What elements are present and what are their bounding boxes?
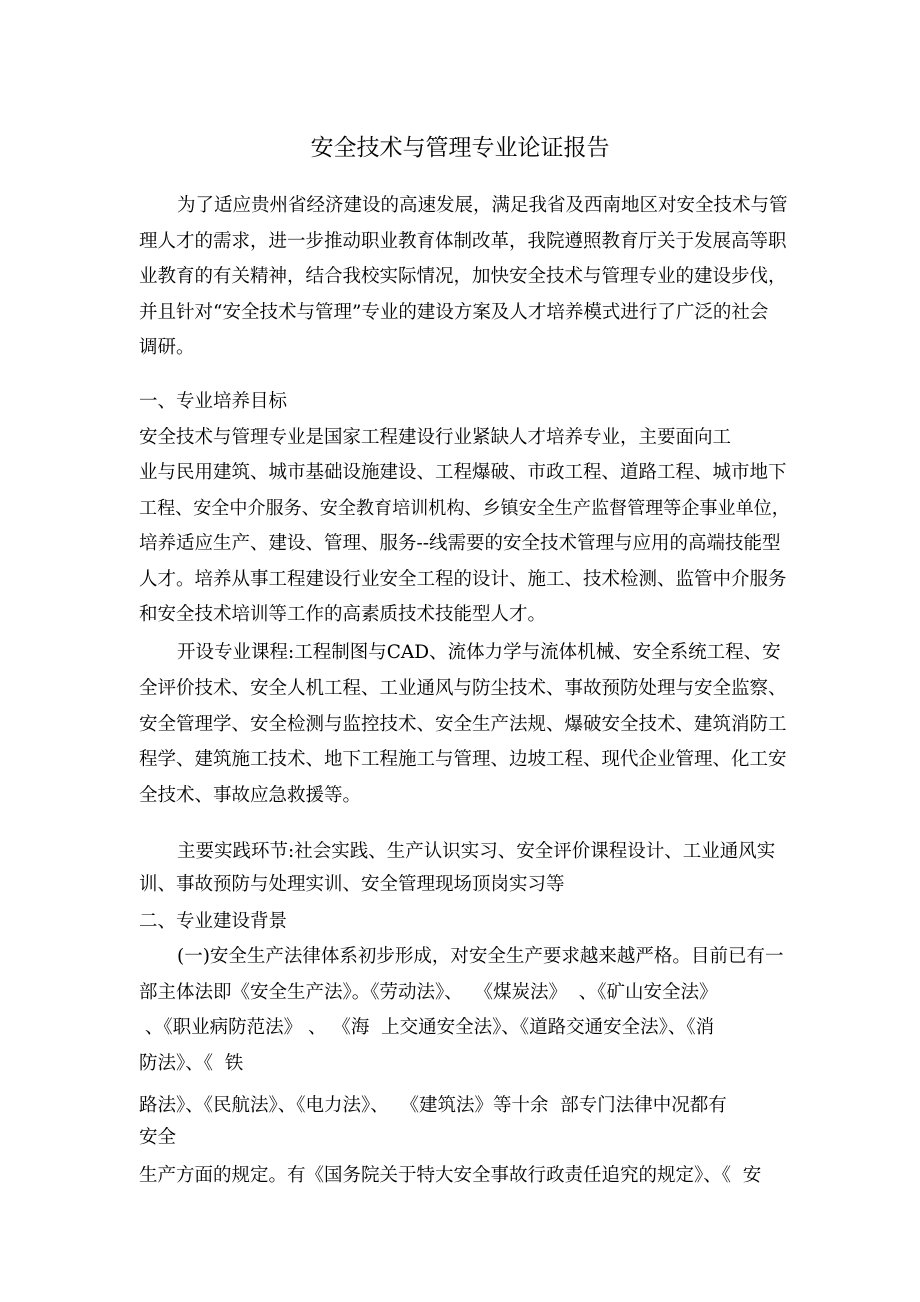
body-line: (一)安全生产法律体系初步形成，对安全生产要求越来越严格。目前已有一: [177, 946, 784, 967]
body-line: 安全技术与管理专业是国家工程建设行业紧缺人才培养专业，主要面向工: [139, 427, 732, 448]
section-heading: 二、专业建设背景: [139, 911, 288, 932]
practice-line: 训、事故预防与处理实训、安全管理现场顶岗实习等: [139, 874, 565, 895]
intro-line: 理人才的需求，进一步推动职业教育体制改革，我院遵照教育厅关于发展高等职: [139, 231, 787, 252]
intro-line: 业教育的有关精神，结合我校实际情况，加快安全技术与管理专业的建设步伐，: [139, 266, 787, 287]
body-line: 路法》、《民航法》、《电力法》、 《建筑法》等十余 部专门法律中况都有: [139, 1095, 727, 1116]
body-line: 工程、安全中介服务、安全教育培训机构、乡镇安全生产监督管理等企事业单位，: [139, 498, 790, 519]
courses-line: 全技术、事故应急救援等。: [139, 785, 362, 806]
body-line: 、《职业病防范法》 、 《海 上交通安全法》、《道路交通安全法》、《消: [139, 1017, 715, 1038]
practice-line: 主要实践环节:社会实践、生产认识实习、安全评价课程设计、工业通风实: [177, 841, 776, 862]
body-line: 和安全技术培训等工作的高素质技术技能型人才。: [139, 604, 547, 625]
body-line: 培养适应生产、建设、管理、服务--线需要的安全技术管理与应用的高端技能型: [139, 533, 781, 554]
body-line: 业与民用建筑、城市基础设施建设、工程爆破、市政工程、道路工程、城市地下: [139, 462, 787, 483]
body-line: 安全: [139, 1127, 177, 1148]
intro-line: 并且针对“安全技术与管理”专业的建设方案及人才培养模式进行了广泛的社会: [139, 302, 769, 323]
body-line: 部主体法即《安全生产法》。《劳动法》、 《煤炭法》 、《矿山安全法》: [139, 982, 718, 1003]
body-line: 生产方面的规定。有《国务院关于特大安全事故行政责任追究的规定》、《 安: [139, 1165, 762, 1186]
courses-line: 安全管理学、安全检测与监控技术、安全生产法规、爆破安全技术、建筑消防工: [139, 714, 787, 735]
document-title: 安全技术与管理专业论证报告: [310, 135, 610, 161]
courses-line: 开设专业课程:工程制图与CAD、流体力学与流体机械、安全系统工程、安: [177, 642, 781, 663]
intro-line: 调研。: [139, 337, 195, 358]
body-line: 防法》、《 铁: [139, 1053, 244, 1074]
section-heading: 一、专业培养目标: [139, 391, 288, 412]
courses-line: 全评价技术、安全人机工程、工业通风与防尘技术、事故预防处理与安全监察、: [139, 678, 787, 699]
body-line: 人才。培养从事工程建设行业安全工程的设计、施工、技术检测、监管中介服务: [139, 569, 787, 590]
intro-line: 为了适应贵州省经济建设的高速发展，满足我省及西南地区对安全技术与管: [177, 195, 788, 216]
courses-line: 程学、建筑施工技术、地下工程施工与管理、边坡工程、现代企业管理、化工安: [139, 749, 787, 770]
